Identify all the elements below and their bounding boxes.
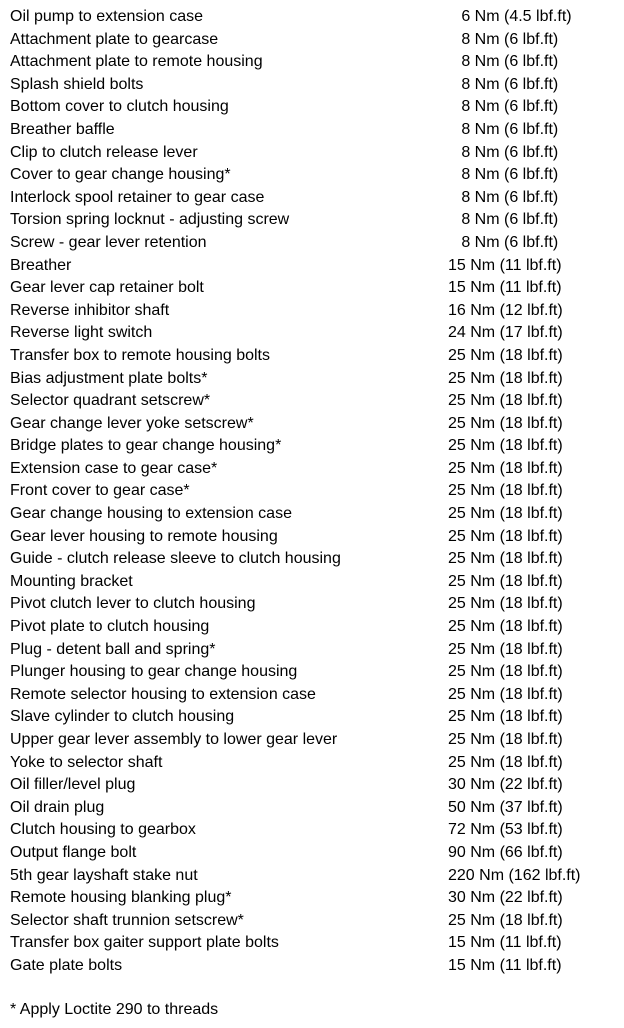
table-row — [10, 616, 610, 639]
table-row — [10, 887, 610, 910]
component-name: Transfer box to remote housing bolts — [10, 346, 270, 364]
torque-value: 72 Nm (53 lbf.ft) — [448, 821, 563, 839]
component-name: Torsion spring locknut - adjusting screw — [10, 211, 290, 229]
torque-value: 24 Nm (17 lbf.ft) — [448, 324, 563, 342]
table-row — [10, 255, 610, 278]
table-row — [10, 96, 610, 119]
torque-value: 25 Nm (18 lbf.ft) — [448, 505, 563, 523]
component-name: Upper gear lever assembly to lower gear lever — [10, 731, 338, 748]
table-row — [10, 639, 610, 662]
component-name: Slave cylinder to clutch housing — [10, 708, 235, 726]
torque-value: 90 Nm (66 lbf.ft) — [448, 843, 563, 861]
component-name: Remote housing blanking plug* — [10, 889, 232, 907]
torque-value: 25 Nm (18 lbf.ft) — [448, 685, 563, 703]
component-name: Yoke to selector shaft — [10, 753, 163, 771]
torque-value: 25 Nm (18 lbf.ft) — [448, 550, 563, 568]
table-row — [10, 345, 610, 368]
component-name: Plug - detent ball and spring* — [10, 640, 216, 658]
component-name: Gear lever cap retainer bolt — [10, 279, 204, 297]
table-row — [10, 865, 610, 888]
table-row — [10, 526, 610, 549]
torque-value: 25 Nm (18 lbf.ft) — [448, 618, 563, 636]
table-row — [10, 6, 610, 29]
torque-value: 16 Nm (12 lbf.ft) — [448, 301, 563, 319]
table-row — [10, 413, 610, 436]
table-row — [10, 187, 610, 210]
component-name: Mounting bracket — [10, 572, 133, 590]
table-row — [10, 571, 610, 594]
torque-value: 25 Nm (18 lbf.ft) — [448, 414, 563, 432]
component-name: Remote selector housing to extension case — [10, 685, 316, 703]
footnote: * Apply Loctite 290 to threads — [10, 1001, 219, 1018]
table-row — [10, 706, 610, 729]
component-name: Oil pump to extension case — [10, 8, 203, 25]
table-row — [10, 300, 610, 323]
component-name: Output flange bolt — [10, 843, 137, 861]
torque-value: 15 Nm (11 lbf.ft) — [448, 256, 562, 274]
torque-value: 15 Nm (11 lbf.ft) — [448, 279, 562, 297]
torque-value: 8 Nm (6 lbf.ft) — [448, 166, 559, 184]
table-row — [10, 142, 610, 165]
component-name: Plunger housing to gear change housing — [10, 663, 298, 681]
torque-value: 25 Nm (18 lbf.ft) — [448, 731, 563, 748]
component-name: Cover to gear change housing* — [10, 166, 231, 184]
torque-value: 8 Nm (6 lbf.ft) — [448, 30, 559, 48]
torque-value: 50 Nm (37 lbf.ft) — [448, 798, 563, 816]
component-name: Interlock spool retainer to gear case — [10, 188, 265, 206]
table-row — [10, 51, 610, 74]
torque-value: 8 Nm (6 lbf.ft) — [448, 233, 559, 251]
table-row — [10, 503, 610, 526]
component-name: Gear lever housing to remote housing — [10, 527, 278, 545]
torque-value: 25 Nm (18 lbf.ft) — [448, 753, 563, 771]
torque-value: 30 Nm (22 lbf.ft) — [448, 776, 563, 794]
component-name: Gear change housing to extension case — [10, 505, 292, 523]
torque-value: 25 Nm (18 lbf.ft) — [448, 572, 563, 590]
torque-value: 25 Nm (18 lbf.ft) — [448, 708, 563, 726]
component-name: Breather — [10, 256, 72, 274]
torque-value: 25 Nm (18 lbf.ft) — [448, 369, 563, 387]
torque-value: 220 Nm (162 lbf.ft) — [448, 866, 581, 884]
component-name: Bridge plates to gear change housing* — [10, 437, 282, 455]
component-name: Bias adjustment plate bolts* — [10, 369, 208, 387]
component-name: Extension case to gear case* — [10, 459, 218, 477]
torque-value: 8 Nm (6 lbf.ft) — [448, 188, 559, 206]
torque-value: 25 Nm (18 lbf.ft) — [448, 527, 563, 545]
table-row — [10, 752, 610, 775]
torque-value: 30 Nm (22 lbf.ft) — [448, 889, 563, 907]
torque-value: 8 Nm (6 lbf.ft) — [448, 120, 559, 138]
torque-value: 25 Nm (18 lbf.ft) — [448, 663, 563, 681]
table-row — [10, 322, 610, 345]
table-row — [10, 774, 610, 797]
component-name: Transfer box gaiter support plate bolts — [10, 934, 279, 952]
table-row — [10, 119, 610, 142]
component-name: Guide - clutch release sleeve to clutch housing — [10, 550, 341, 568]
torque-value: 8 Nm (6 lbf.ft) — [448, 98, 559, 116]
table-row — [10, 797, 610, 820]
table-row — [10, 548, 610, 571]
torque-value: 6 Nm (4.5 lbf.ft) — [448, 8, 572, 25]
table-row — [10, 164, 610, 187]
table-row — [10, 932, 610, 955]
component-name: Pivot plate to clutch housing — [10, 618, 210, 636]
torque-value: 8 Nm (6 lbf.ft) — [448, 143, 559, 161]
component-name: Selector shaft trunnion setscrew* — [10, 911, 244, 929]
torque-value: 25 Nm (18 lbf.ft) — [448, 437, 563, 455]
torque-value: 25 Nm (18 lbf.ft) — [448, 911, 563, 929]
torque-value: 8 Nm (6 lbf.ft) — [448, 75, 559, 93]
table-row — [10, 684, 610, 707]
table-row — [10, 29, 610, 52]
component-name: Front cover to gear case* — [10, 482, 190, 500]
component-name: Oil filler/level plug — [10, 776, 136, 794]
component-name: Screw - gear lever retention — [10, 233, 207, 251]
table-row — [10, 232, 610, 255]
torque-value: 25 Nm (18 lbf.ft) — [448, 595, 563, 613]
table-row — [10, 74, 610, 97]
table-row — [10, 209, 610, 232]
table-row — [10, 955, 610, 978]
component-name: Breather baffle — [10, 120, 115, 138]
table-row — [10, 661, 610, 684]
table-row — [10, 458, 610, 481]
component-name: Gear change lever yoke setscrew* — [10, 414, 254, 432]
torque-value: 15 Nm (11 lbf.ft) — [448, 934, 562, 952]
component-name: 5th gear layshaft stake nut — [10, 866, 198, 884]
component-name: Splash shield bolts — [10, 75, 144, 93]
component-name: Reverse inhibitor shaft — [10, 301, 170, 319]
table-row — [10, 368, 610, 391]
component-name: Attachment plate to remote housing — [10, 53, 263, 71]
torque-value: 25 Nm (18 lbf.ft) — [448, 346, 563, 364]
torque-value: 25 Nm (18 lbf.ft) — [448, 640, 563, 658]
table-row — [10, 729, 610, 752]
table-row — [10, 435, 610, 458]
component-name: Bottom cover to clutch housing — [10, 98, 229, 116]
table-row — [10, 480, 610, 503]
component-name: Pivot clutch lever to clutch housing — [10, 595, 256, 613]
component-name: Gate plate bolts — [10, 956, 123, 974]
component-name: Selector quadrant setscrew* — [10, 392, 211, 410]
torque-value: 25 Nm (18 lbf.ft) — [448, 392, 563, 410]
component-name: Clutch housing to gearbox — [10, 821, 196, 839]
table-row — [10, 819, 610, 842]
component-name: Oil drain plug — [10, 798, 105, 816]
torque-value: 25 Nm (18 lbf.ft) — [448, 459, 563, 477]
component-name: Reverse light switch — [10, 324, 153, 342]
table-row — [10, 910, 610, 933]
torque-value: 8 Nm (6 lbf.ft) — [448, 211, 559, 229]
torque-value: 25 Nm (18 lbf.ft) — [448, 482, 563, 500]
torque-value: 8 Nm (6 lbf.ft) — [448, 53, 559, 71]
table-row — [10, 277, 610, 300]
table-row — [10, 390, 610, 413]
table-row — [10, 593, 610, 616]
component-name: Attachment plate to gearcase — [10, 30, 219, 48]
torque-value: 15 Nm (11 lbf.ft) — [448, 956, 562, 974]
torque-spec-table — [10, 6, 610, 978]
table-row — [10, 842, 610, 865]
component-name: Clip to clutch release lever — [10, 143, 198, 161]
